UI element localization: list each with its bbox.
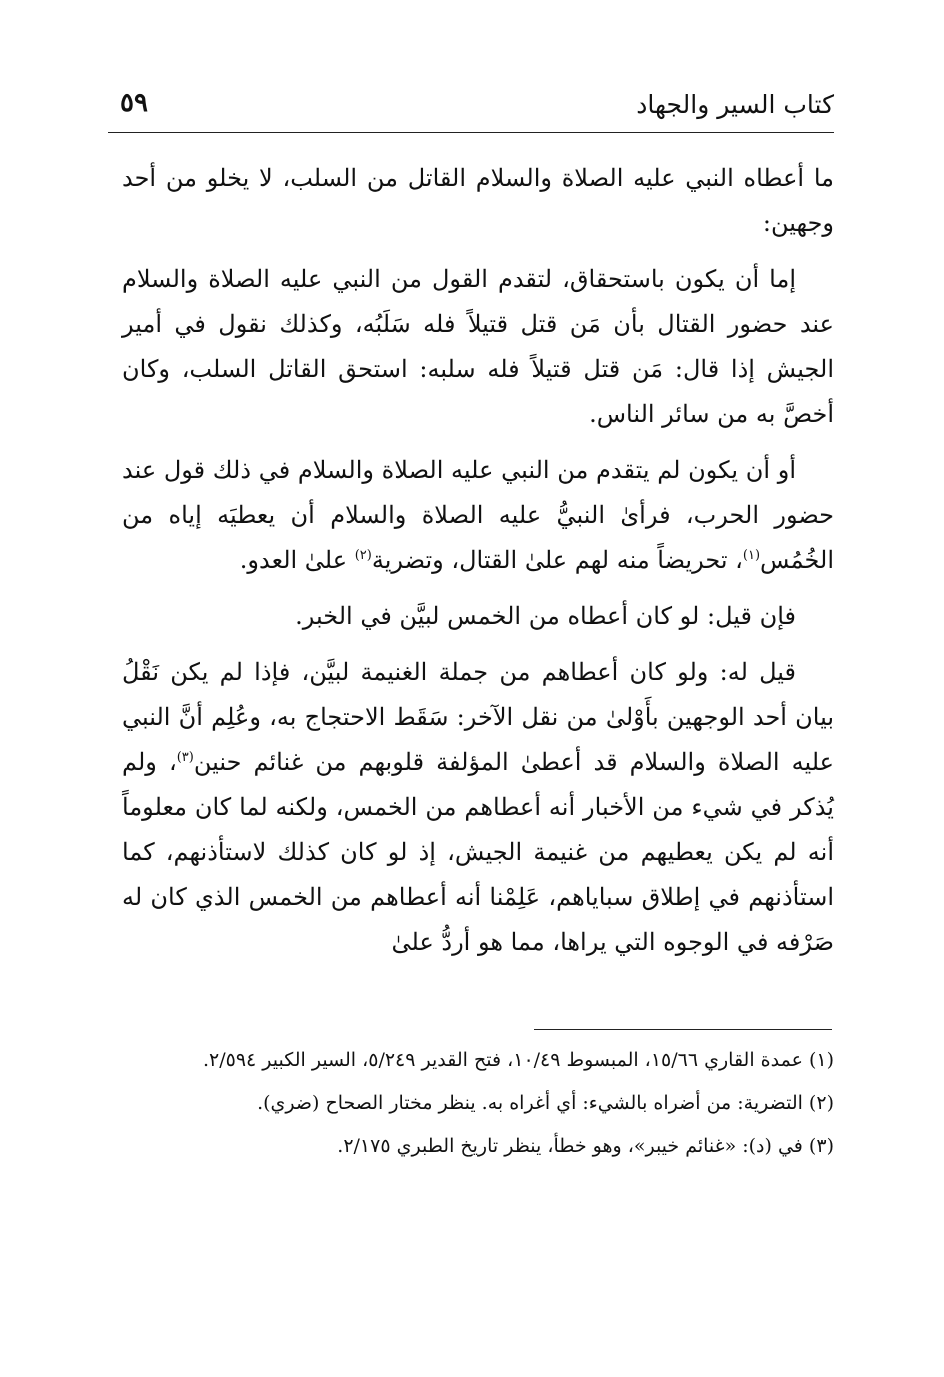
footnote-divider: [534, 1029, 832, 1030]
footnote-1: (١) عمدة القاري ١٥/٦٦، المبسوط ١٠/٤٩، فتح القدير ٥/٢٤٩، السير الكبير ٢/٥٩٤.: [202, 1049, 834, 1071]
paragraph-5: [122, 650, 834, 965]
paragraph-3-text-c: علىٰ العدو.: [239, 546, 355, 574]
footnote-ref-2[interactable]: (٢): [354, 548, 372, 563]
paragraph-5-text-b: ، ولم يُذكر في شيء من الأخبار أنه أعطاهم من الخمس، ولكنه لما كان معلوماً أنه لم يكن يعطيهم من غنيمة الجيش، إذ لو كان كذلك لاستأذنهم، كما استأذنهم في إطلاق سباياهم، عَلِمْنا أنه أعطاهم من الخمس الذي كان له صَرْفه في الوجوه التي يراها، مما هو أردُّ علىٰ: [122, 748, 835, 956]
paragraph-4: فإن قيل: لو كان أعطاه من الخمس لبيَّن في الخبر.: [295, 602, 796, 630]
footnotes: [122, 1042, 834, 1171]
footnote-ref-3[interactable]: (٣): [176, 750, 194, 765]
paragraph-1: ما أعطاه النبي عليه الصلاة والسلام القاتل من السلب، لا يخلو من أحد وجهين:: [122, 164, 834, 237]
running-title: كتاب السير والجهاد: [636, 90, 834, 119]
page-header: [108, 84, 834, 133]
paragraph-3-text-b: ، تحريضاً منه لهم علىٰ القتال، وتضرية: [371, 546, 743, 574]
footnote-2: (٢) التضرية: من أضراه بالشيء: أي أغراه به. ينظر مختار الصحاح (ضري).: [257, 1092, 834, 1114]
page-number: ٥٩: [120, 88, 148, 118]
main-text: [122, 156, 834, 976]
footnote-3: (٣) في (د): «غنائم خيبر»، وهو خطأ، ينظر تاريخ الطبري ٢/١٧٥.: [337, 1135, 834, 1157]
paragraph-5-text-a: قيل له: ولو كان أعطاهم من جملة الغنيمة لبيَّن، فإذا لم يكن نَقْلُ بيان أحد الوجهين بأَوْلىٰ من نقل الآخر: سَقَط الاحتجاج به، وعُلِم أنَّ النبي عليه الصلاة والسلام قد أعطىٰ المؤلفة قلوبهم من غنائم حنين: [122, 658, 835, 776]
footnote-ref-1[interactable]: (١): [742, 548, 761, 563]
paragraph-3-text-a: أو أن يكون لم يتقدم من النبي عليه الصلاة والسلام في ذلك قول عند حضور الحرب، فرأىٰ النبيُّ عليه الصلاة والسلام أن يعطيَه إياه من الخُمُس: [122, 456, 834, 574]
paragraph-2: إما أن يكون باستحقاق، لتقدم القول من النبي عليه الصلاة والسلام عند حضور القتال بأن مَن قتل قتيلاً فله سَلَبُه، وكذلك نقول في أمير الجيش إذا قال: مَن قتل قتيلاً فله سلبه: استحق القاتل السلب، وكان أخصَّ به من سائر الناس.: [122, 265, 834, 428]
paragraph-3: [122, 448, 834, 583]
